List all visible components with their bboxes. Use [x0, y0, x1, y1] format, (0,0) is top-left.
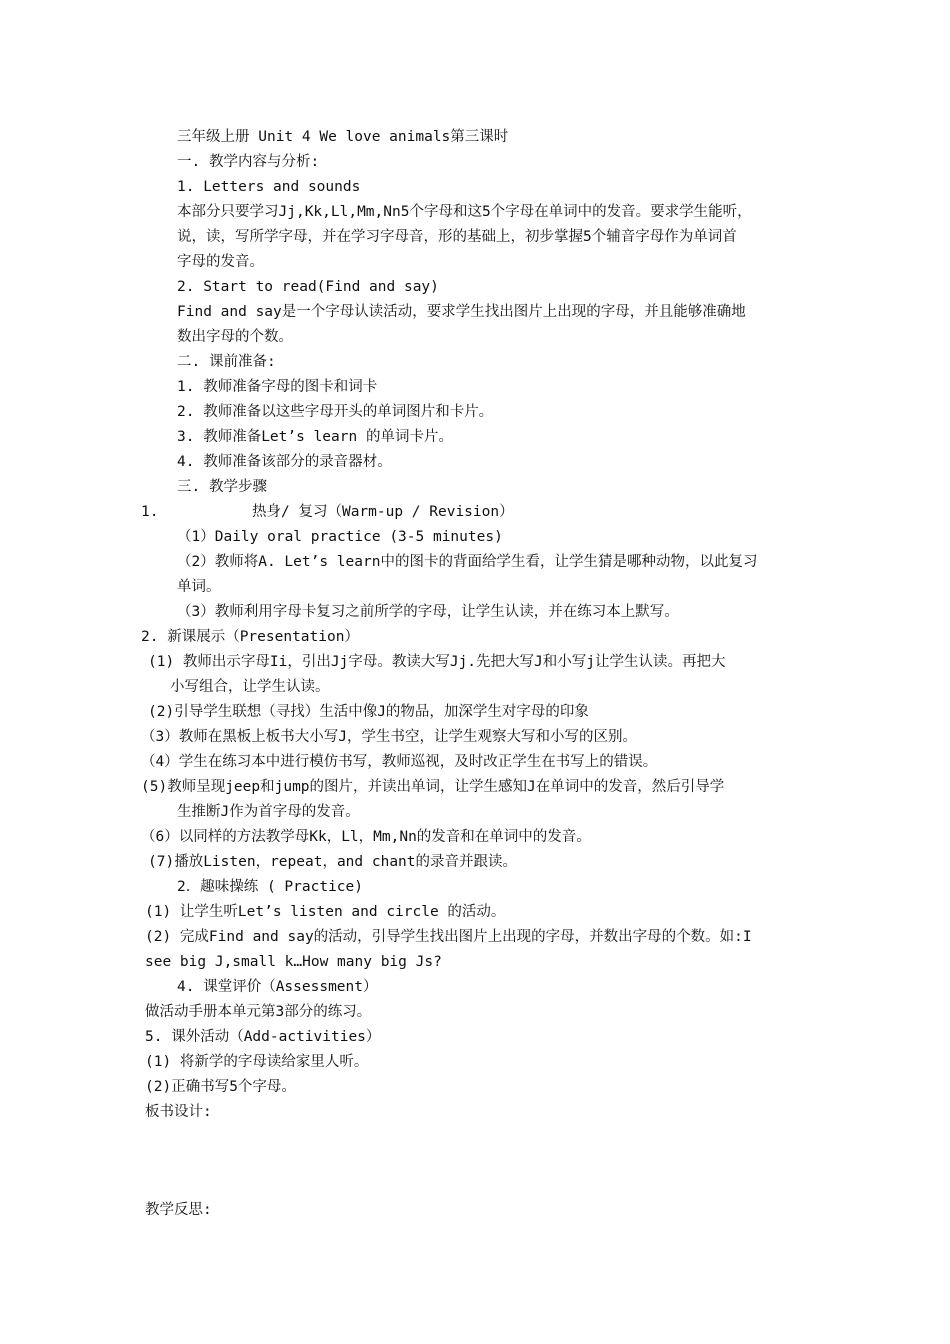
section-1-heading: 一. 教学内容与分析:: [177, 154, 320, 170]
list-item: （3）教师在黑板上板书大小写J，学生书空，让学生观察大写和小写的区别。: [141, 729, 637, 745]
paragraph-line: (5)教师呈现jeep和jump的图片，并读出单词，让学生感知J在单词中的发音，然后引导学: [141, 779, 725, 795]
list-item: (1) 让学生听Let’s listen and circle 的活动。: [145, 904, 506, 920]
paragraph-line: 数出字母的个数。: [177, 329, 293, 345]
list-item: （6）以同样的方法教学母Kk，Ll，Mm,Nn的发音和在单词中的发音。: [141, 829, 591, 845]
paragraph-line: 说，读，写所学字母，并在学习字母音，形的基础上，初步掌握5个辅音字母作为单词首: [177, 229, 737, 245]
paragraph-line: 字母的发音。: [177, 254, 264, 270]
paragraph-line: see big J,small k…How many big Js?: [145, 954, 442, 970]
paragraph-line: 生推断J作为首字母的发音。: [177, 804, 360, 820]
list-item: (2)引导学生联想（寻找）生活中像J的物品，加深学生对字母的印象: [148, 704, 589, 720]
list-item: 1. 教师准备字母的图卡和词卡: [177, 379, 378, 395]
paragraph-line: 单词。: [177, 579, 221, 595]
paragraph-line: (2) 完成Find and say的活动，引导学生找出图片上出现的字母，并数出字母的个数。如:I: [145, 929, 752, 945]
reflection-label: 教学反思:: [145, 1202, 212, 1218]
step-1-title: 热身/ 复习（Warm-up / Revision）: [252, 504, 514, 520]
board-design-label: 板书设计:: [145, 1104, 212, 1120]
list-item: 2. 教师准备以这些字母开头的单词图片和卡片。: [177, 404, 494, 420]
paragraph-line: 做活动手册本单元第3部分的练习。: [145, 1004, 372, 1020]
step-3-title: 2．趣味操练 ( Practice): [177, 879, 363, 895]
paragraph-line: (1) 教师出示字母Ii，引出Jj字母。教读大写Jj.先把大写J和小写j让学生认读。再把大: [148, 654, 726, 670]
paragraph-line: 小写组合，让学生认读。: [170, 679, 330, 695]
list-item: （4）学生在练习本中进行模仿书写，教师巡视，及时改正学生在书写上的错误。: [141, 754, 658, 770]
list-item: (2)正确书写5个字母。: [145, 1079, 296, 1095]
section-1-item-2-title: 2. Start to read(Find and say): [177, 279, 439, 295]
list-item: (7)播放Listen，repeat，and chant的录音并跟读。: [148, 854, 518, 870]
paragraph-line: （2）教师将A. Let’s learn中的图卡的背面给学生看，让学生猜是哪种动物，以此复习: [177, 554, 758, 570]
list-item: （3）教师利用字母卡复习之前所学的字母，让学生认读，并在练习本上默写。: [177, 604, 679, 620]
step-5-title: 5. 课外活动（Add-activities）: [145, 1029, 381, 1045]
list-item: 4. 教师准备该部分的录音器材。: [177, 454, 392, 470]
section-3-heading: 三. 教学步骤: [177, 479, 267, 495]
list-item: 3. 教师准备Let’s learn 的单词卡片。: [177, 429, 453, 445]
section-1-item-1-title: 1. Letters and sounds: [177, 179, 361, 195]
paragraph-line: 本部分只要学习Jj,Kk,Ll,Mm,Nn5个字母和这5个字母在单词中的发音。要求学生能听，: [177, 204, 752, 220]
list-item: (1) 将新学的字母读给家里人听。: [145, 1054, 369, 1070]
step-4-title: 4. 课堂评价（Assessment）: [177, 979, 378, 995]
step-1-number: 1.: [141, 504, 159, 520]
list-item: （1）Daily oral practice (3-5 minutes): [177, 529, 503, 545]
document-title: 三年级上册 Unit 4 We love animals第三课时: [177, 129, 509, 145]
paragraph-line: Find and say是一个字母认读活动，要求学生找出图片上出现的字母，并且能够准确地: [177, 304, 746, 320]
section-2-heading: 二. 课前准备:: [177, 354, 276, 370]
step-2-title: 2. 新课展示（Presentation）: [141, 629, 359, 645]
